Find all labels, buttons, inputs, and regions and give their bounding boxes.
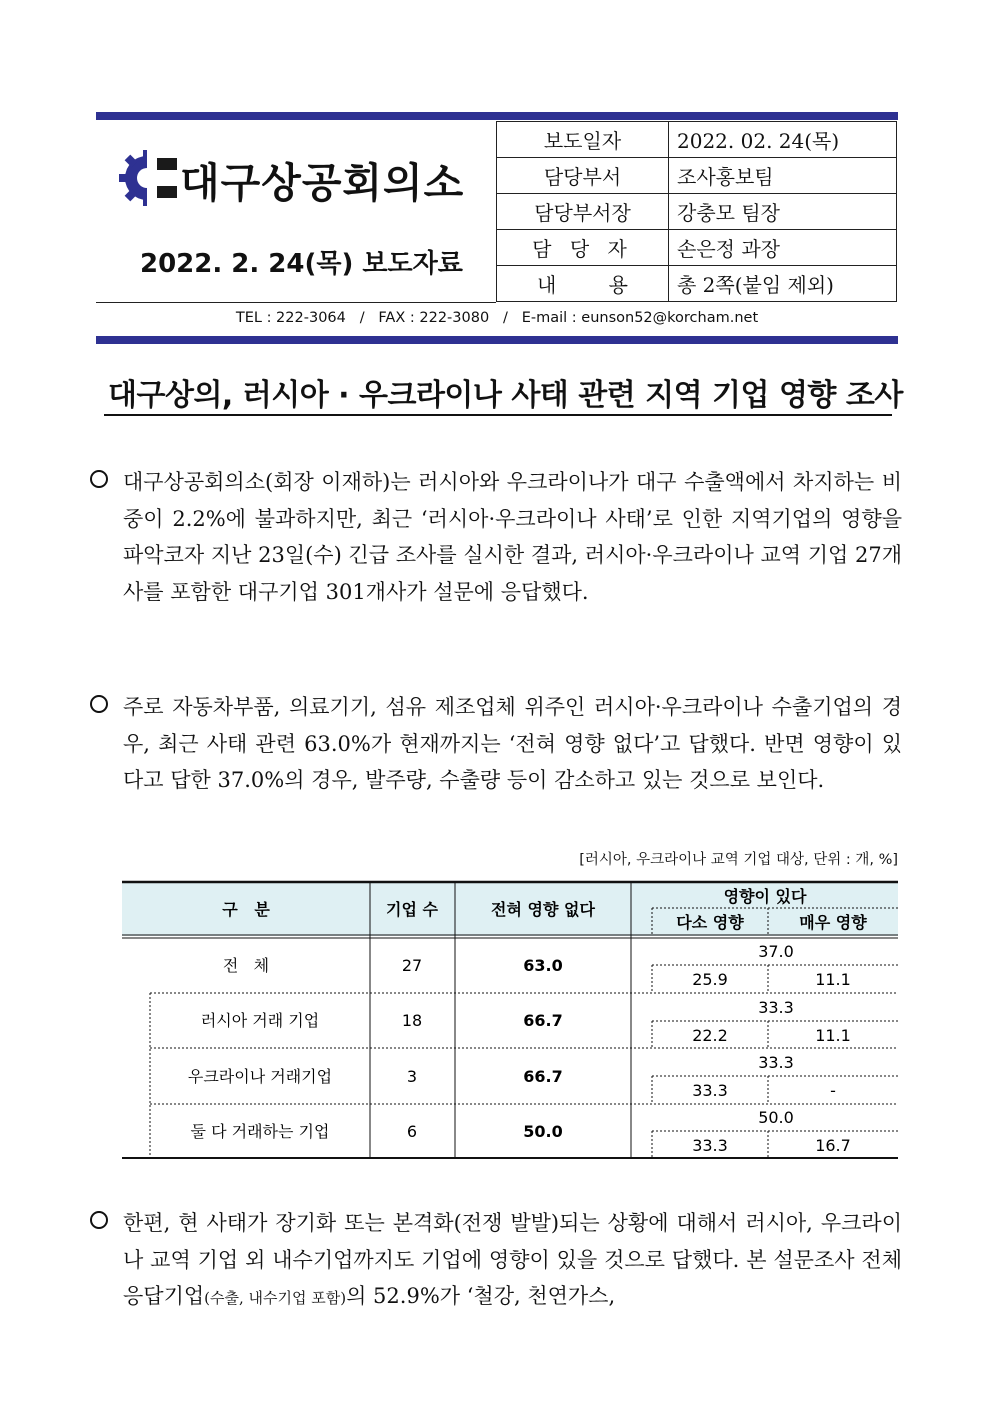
row-effect-total: 37.0 [758,942,794,961]
header-some-effect: 다소 영향 [676,913,744,932]
meta-key: 담당부서 [497,158,669,194]
row-very: 11.1 [815,970,851,989]
meta-key: 담 당 자 [497,230,669,266]
page-title: 대구상의, 러시아 · 우크라이나 사태 관련 지역 기업 영향 조사 [108,378,903,413]
header-effect: 영향이 있다 [723,887,807,906]
header-count: 기업 수 [386,900,438,919]
row-count: 27 [401,956,423,975]
row-effect-total: 33.3 [758,1053,794,1072]
org-logo-name: 대구상공회의소 [180,159,465,207]
header-very-effect: 매우 영향 [799,913,867,932]
row-no-effect: 66.7 [523,1067,563,1086]
paragraph-text: 주로 자동차부품, 의료기기, 섬유 제조업체 위주인 러시아·우크라이나 수출기업의 경우, 최근 사태 관련 63.0%가 현재까지는 ‘전혀 영향 없다’고 답했다. 반면 영향이 있다고 답한 37.0%의 경우, 발주량, 수출량 등이 감소하고 있는 것으로 보인다. [123,695,902,792]
row-effect-total: 33.3 [758,998,794,1017]
release-date-line: 2022. 2. 24(목) 보도자료 [140,249,463,279]
meta-value: 조사홍보팀 [669,158,897,194]
meta-value: 손은정 과장 [669,230,897,266]
row-no-effect: 63.0 [523,956,563,975]
paragraph-small-note: (수출, 내수기업 포함) [204,1289,347,1307]
row-effect-total: 50.0 [758,1108,794,1127]
row-very: 11.1 [815,1026,851,1045]
row-some: 33.3 [692,1081,728,1100]
row-very: 16.7 [815,1136,851,1155]
table-unit-note: [러시아, 우크라이나 교역 기업 대상, 단위 : 개, %] [579,852,898,868]
row-count: 3 [406,1067,418,1086]
header-no-effect: 전혀 영향 없다 [491,900,595,919]
row-label: 우크라이나 거래기업 [187,1067,333,1086]
meta-key: 보도일자 [497,122,669,158]
row-some: 33.3 [692,1136,728,1155]
meta-value: 총 2쪽(붙임 제외) [669,266,897,302]
circle-bullet-icon [90,1211,108,1229]
row-very: - [830,1081,836,1100]
meta-key: 담당부서장 [497,194,669,230]
meta-value: 강충모 팀장 [669,194,897,230]
row-count: 18 [401,1011,423,1030]
paragraph-text [123,1205,902,1317]
header-category: 구 분 [222,900,270,919]
row-label: 둘 다 거래하는 기업 [190,1122,330,1141]
row-label: 전 체 [222,956,270,975]
meta-value: 2022. 02. 24(목) [669,122,897,158]
meta-key: 내 용 [497,266,669,302]
row-some: 22.2 [692,1026,728,1045]
paragraph [90,1205,902,1317]
row-no-effect: 50.0 [523,1122,563,1141]
paragraph-text: 대구상공회의소(회장 이재하)는 러시아와 우크라이나가 대구 수출액에서 차지하는 비중이 2.2%에 불과하지만, 최근 ‘러시아·우크라이나 사태’로 인한 지역기업의 영향을 파악코자 지난 23일(수) 긴급 조사를 실시한 결과, 러시아·우크라이나 교역 기업 27개사를 포함한 대구기업 301개사가 설문에 응답했다. [123,470,902,604]
row-some: 25.9 [692,970,728,989]
row-count: 6 [406,1122,418,1141]
paragraph-text-part: 한편, 현 사태가 장기화 또는 본격화(전쟁 발발)되는 상황에 대해서 러시아, 우크라이나 교역 기업 외 내수기업까지도 기업에 영향이 있을 것으로 답했다. 본 설문조사 전체 응답기업 [123,1211,902,1308]
paragraph-text-part: 의 52.9%가 ‘철강, 천연가스, [346,1284,616,1308]
contact-info: TEL : 222-3064 / FAX : 222-3080 / E-mail : eunson52@korcham.net [235,310,759,326]
row-no-effect: 66.7 [523,1011,563,1030]
row-label: 러시아 거래 기업 [200,1011,320,1030]
